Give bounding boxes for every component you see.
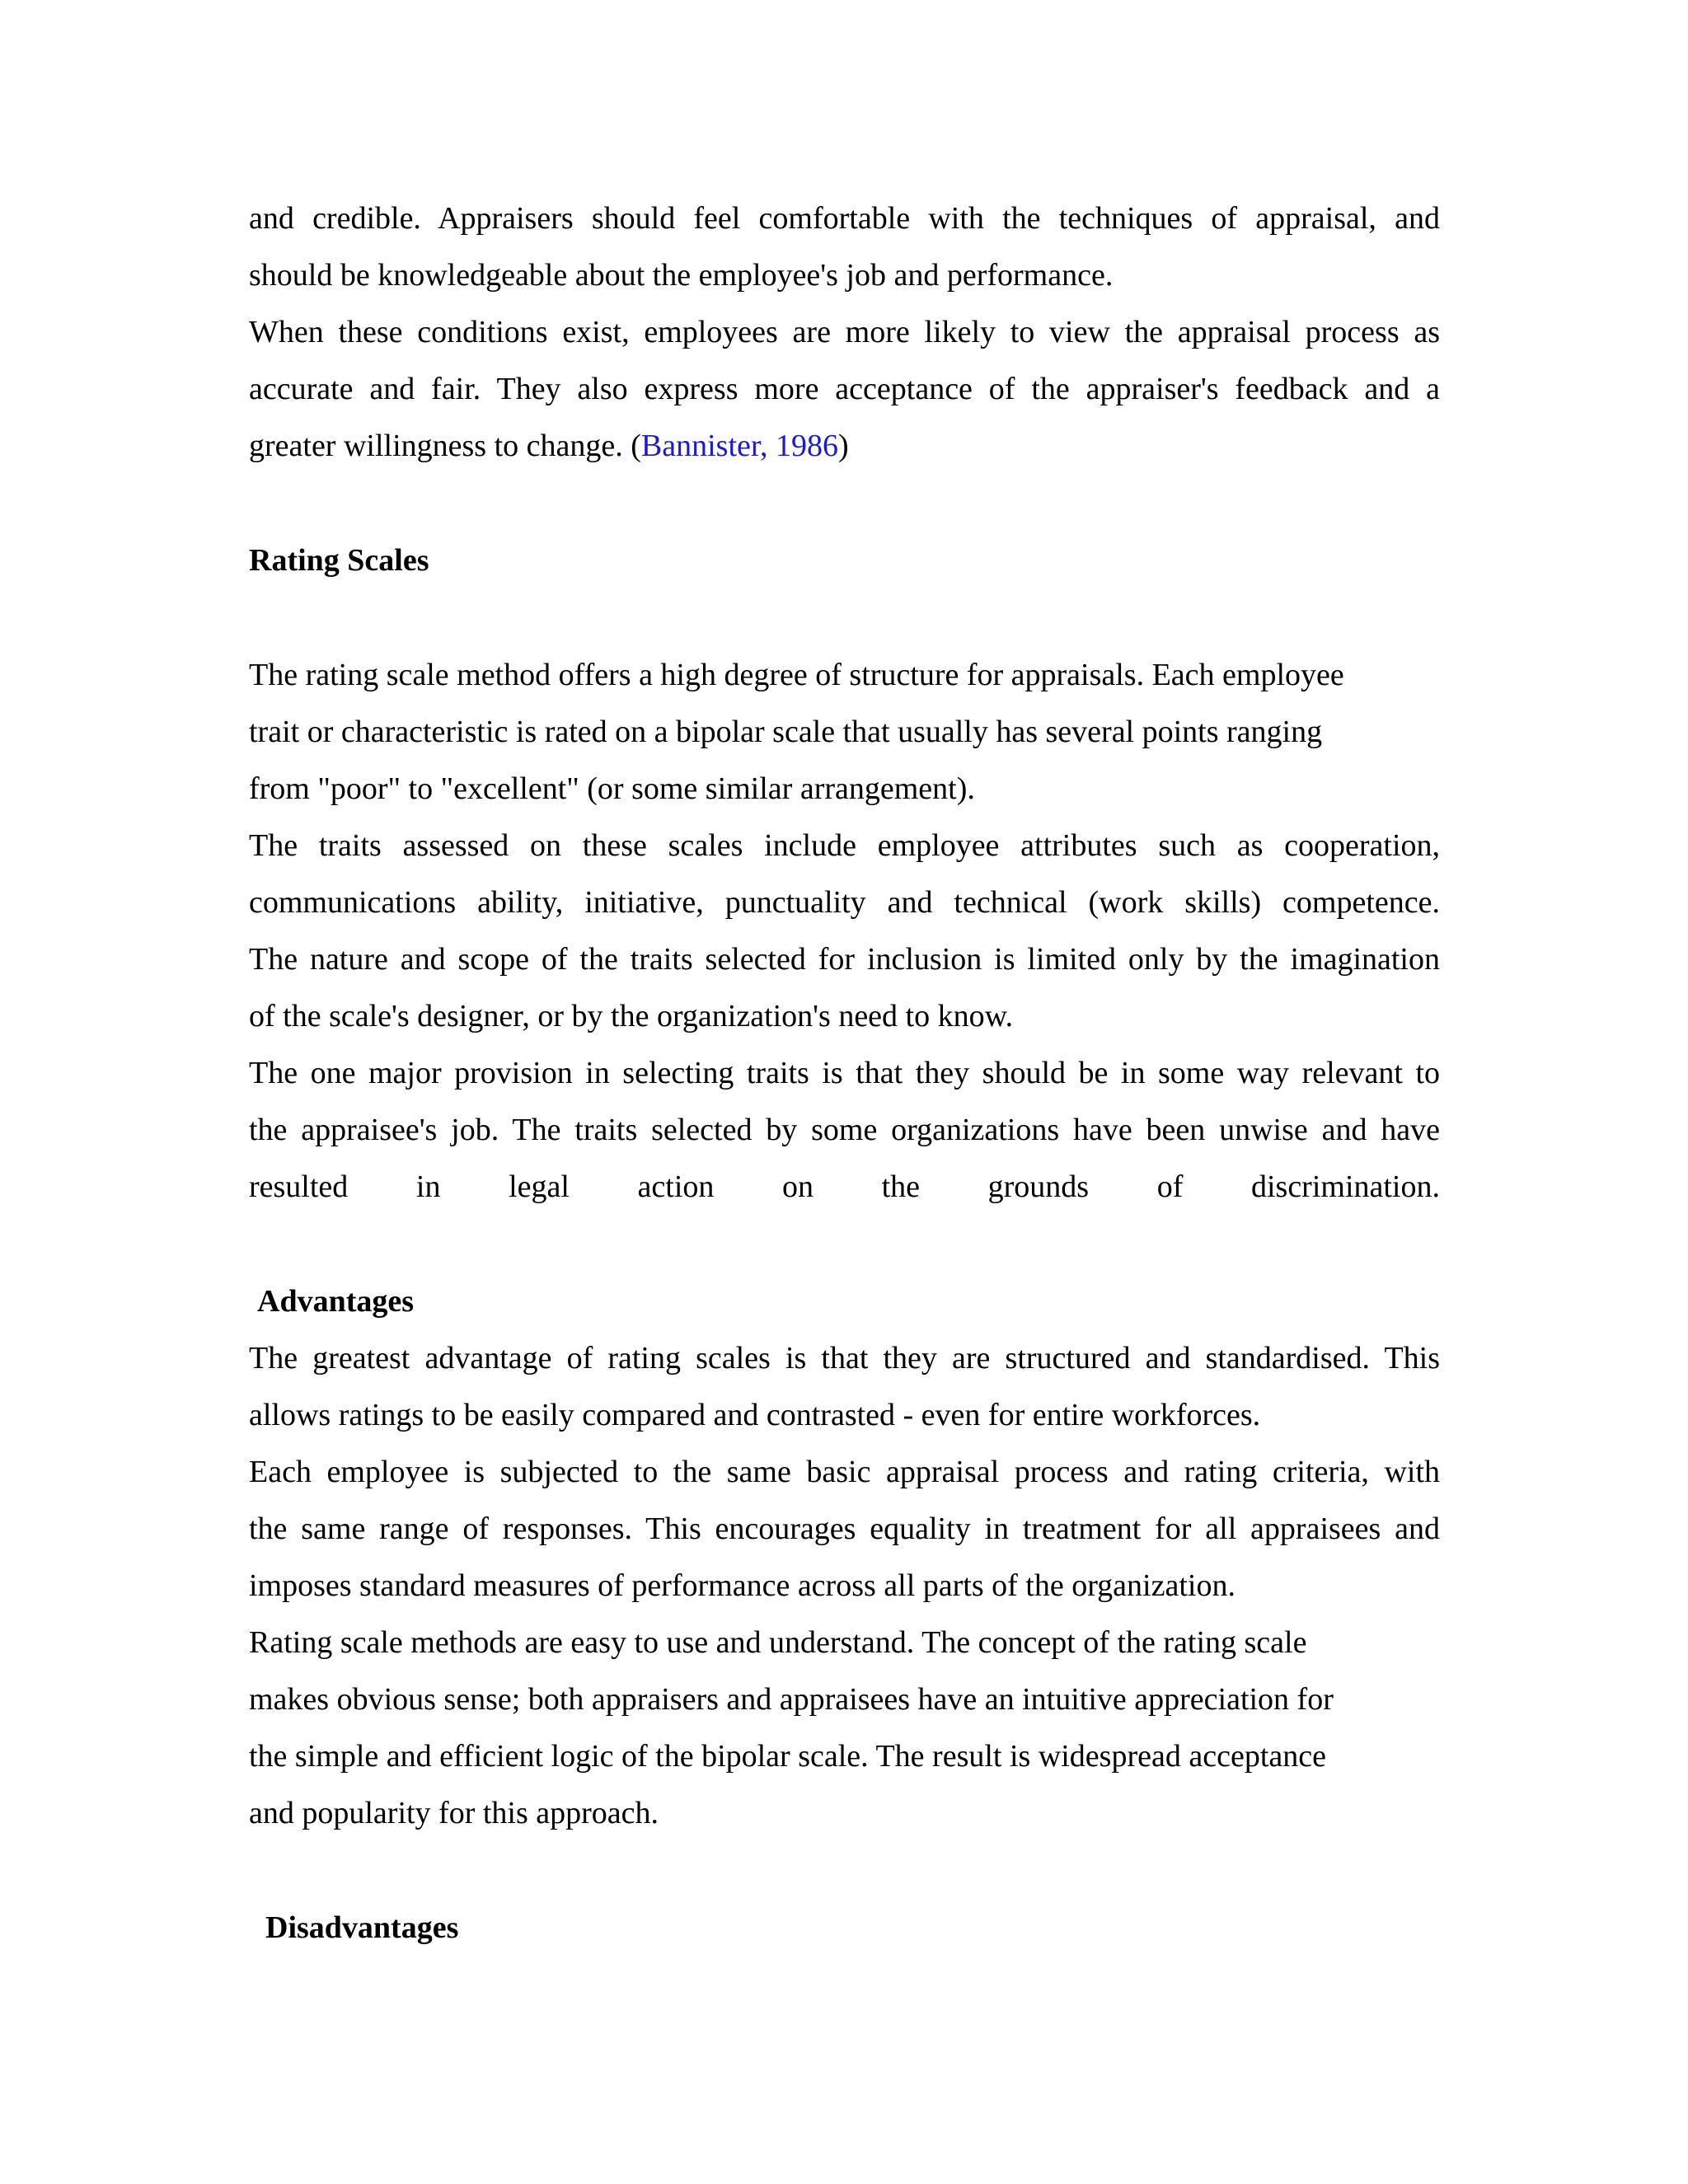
intro-line-1: and credible. Appraisers should feel comfortable with the techniques of appraisal, and: [249, 201, 1440, 236]
provision-line-2: the appraisee's job. The traits selected by some organizations have been unwise and have: [249, 1113, 1440, 1147]
advantage-3-line-2: makes obvious sense; both appraisers and appraisees have an intuitive appreciation for: [249, 1682, 1334, 1717]
heading-advantages: Advantages: [257, 1284, 415, 1319]
advantage-2-line-2: the same range of responses. This encourages equality in treatment for all appraisees and: [249, 1511, 1440, 1546]
provision-line-3: resulted in legal action on the grounds of discrimination.: [249, 1169, 1440, 1204]
method-line-2: trait or characteristic is rated on a bipolar scale that usually has several points ranging: [249, 715, 1323, 749]
conditions-line-2: accurate and fair. They also express more acceptance of the appraiser's feedback and a: [249, 372, 1440, 406]
traits-line-1: The traits assessed on these scales include employee attributes such as cooperation,: [249, 828, 1440, 863]
heading-rating-scales: Rating Scales: [249, 543, 429, 578]
traits-line-4: of the scale's designer, or by the organization's need to know.: [249, 999, 1014, 1033]
advantage-1-line-1: The greatest advantage of rating scales is that they are structured and standardised. This: [249, 1341, 1440, 1376]
advantage-2-line-3: imposes standard measures of performance across all parts of the organization.: [249, 1568, 1236, 1603]
heading-disadvantages: Disadvantages: [265, 1910, 459, 1945]
conditions-line-1: When these conditions exist, employees are more likely to view the appraisal process as: [249, 315, 1440, 349]
advantage-3-line-4: and popularity for this approach.: [249, 1796, 659, 1830]
intro-line-2: should be knowledgeable about the employee's job and performance.: [249, 258, 1114, 293]
traits-line-2: communications ability, initiative, punctuality and technical (work skills) competence.: [249, 885, 1440, 920]
provision-line-1: The one major provision in selecting traits is that they should be in some way relevant to: [249, 1056, 1440, 1090]
advantage-3-line-3: the simple and efficient logic of the bipolar scale. The result is widespread acceptance: [249, 1739, 1326, 1774]
method-line-1: The rating scale method offers a high degree of structure for appraisals. Each employee: [249, 658, 1344, 692]
advantage-2-line-1: Each employee is subjected to the same basic appraisal process and rating criteria, with: [249, 1455, 1440, 1489]
conditions-line-3-prefix: greater willingness to change. (: [249, 429, 641, 463]
conditions-line-3-suffix: ): [838, 429, 849, 463]
advantage-1-line-2: allows ratings to be easily compared and contrasted - even for entire workforces.: [249, 1398, 1261, 1432]
advantage-3-line-1: Rating scale methods are easy to use and understand. The concept of the rating scale: [249, 1625, 1307, 1660]
method-line-3: from "poor" to "excellent" (or some similar arrangement).: [249, 771, 975, 806]
traits-line-3: The nature and scope of the traits selected for inclusion is limited only by the imagination: [249, 942, 1440, 977]
citation-link[interactable]: Bannister, 1986: [640, 429, 839, 463]
conditions-line-3: [249, 427, 1440, 465]
